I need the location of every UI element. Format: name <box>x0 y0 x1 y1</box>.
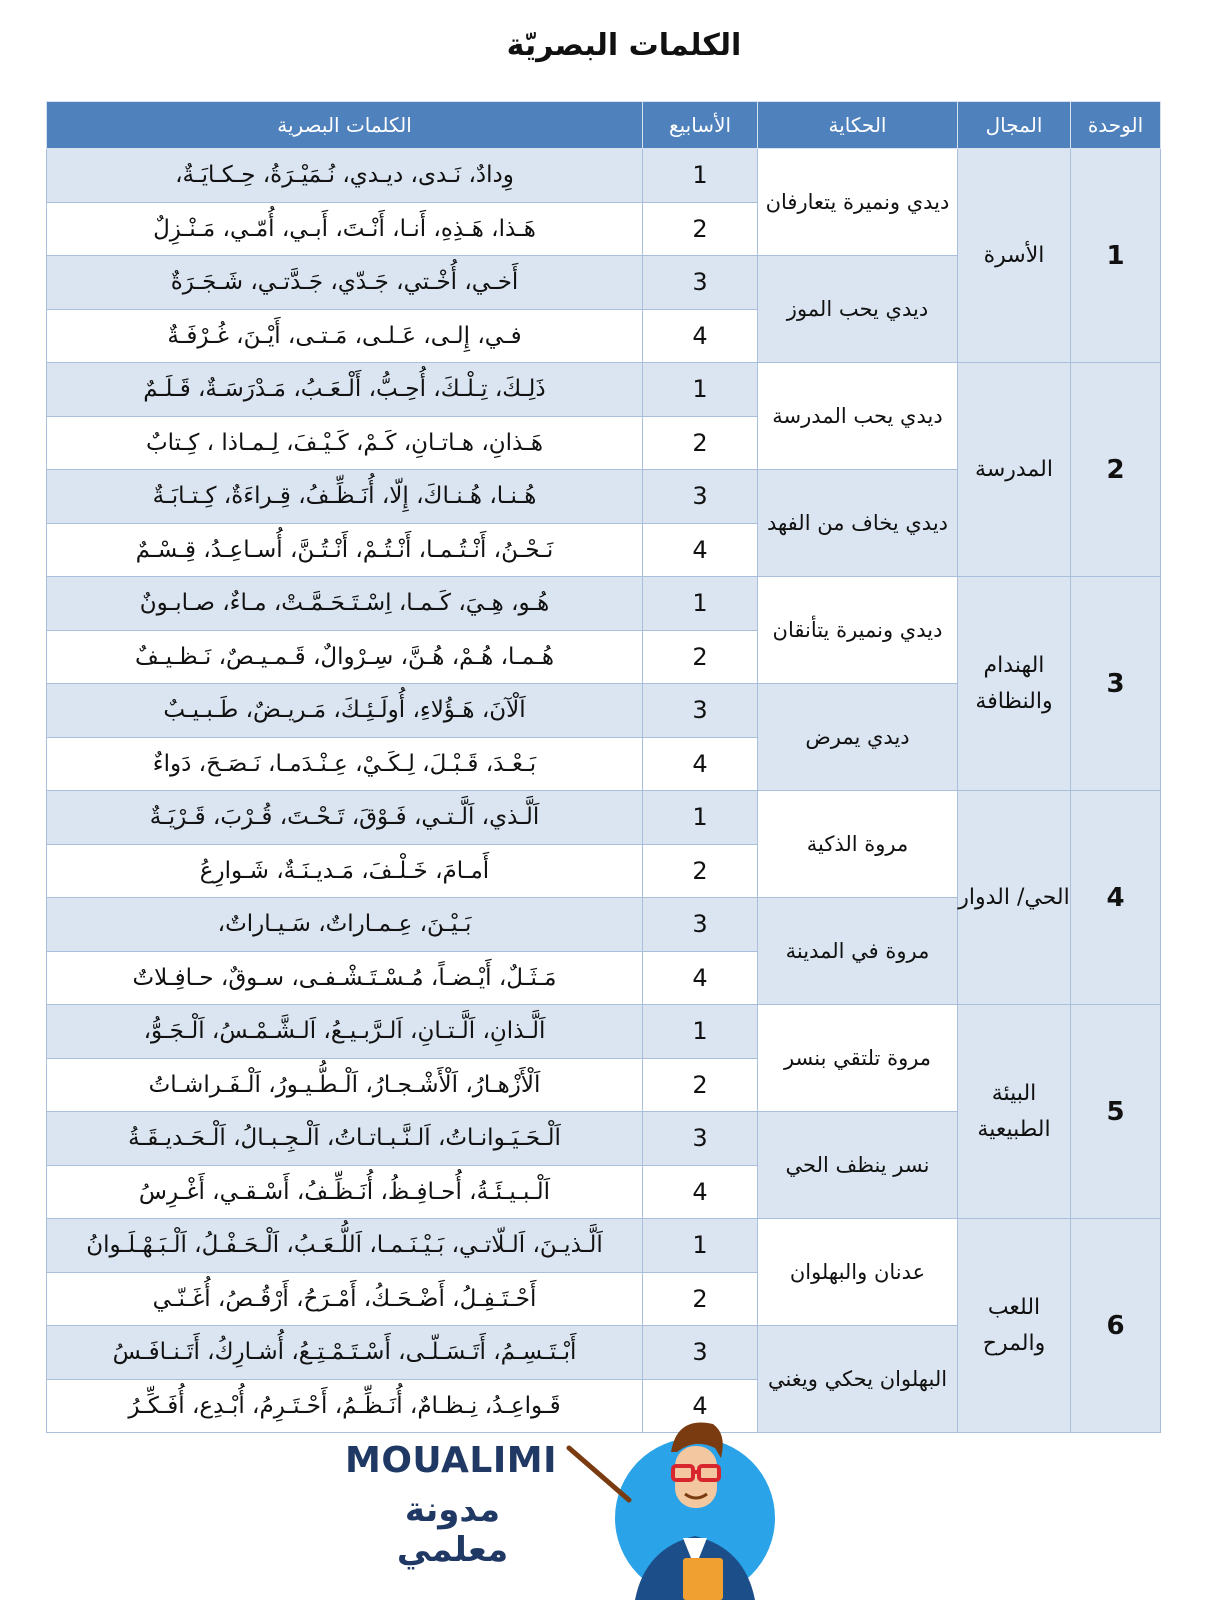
sight-words: اَلَّـذانِ، اَلَّـتـانِ، اَلـرَّبـيـعُ، اَلـشَّـمْـسُ، اَلْـجَـوُّ، <box>47 1005 643 1059</box>
sight-words: هَـذانِ، هـاتـانِ، كَـمْ، كَـيْـفَ، لِـمـاذا ، كِـتابٌ <box>47 416 643 470</box>
week-number: 4 <box>643 1165 758 1219</box>
unit-domain: البيئة الطبيعية <box>958 1005 1071 1219</box>
week-number: 1 <box>643 577 758 631</box>
unit-number: 2 <box>1071 363 1161 577</box>
week-number: 4 <box>643 737 758 791</box>
sight-words: هُـمـا، هُـمْ، هُـنَّ، سِـرْوالٌ، قَـمـيـصٌ، نَـظـيـفٌ <box>47 630 643 684</box>
table-row <box>47 149 1161 203</box>
story-title: ديدي يحب الموز <box>758 256 958 363</box>
brand-name-latin: MOUALIMI <box>345 1440 557 1481</box>
story-title: مروة الذكية <box>758 791 958 898</box>
sight-words: بَـيْـنَ، عِـمـاراتٌ، سَـيـاراتٌ، <box>47 898 643 952</box>
sight-words: اَلَّـذي، اَلَّـتـي، فَـوْقَ، تَـحْـتَ، قُـرْبَ، قَـرْيَـةٌ <box>47 791 643 845</box>
table-row <box>47 791 1161 845</box>
unit-domain: اللعب والمرح <box>958 1219 1071 1433</box>
sight-words: أَخـي، أُخْـتي، جَـدّي، جَـدَّتـي، شَـجَـرَةٌ <box>47 256 643 310</box>
unit-domain: الهندام والنظافة <box>958 577 1071 791</box>
week-number: 3 <box>643 898 758 952</box>
sight-words: هَـذا، هَـذِهِ، أَنـا، أَنْـتَ، أَبـي، أُمّـي، مَـنْـزِلٌ <box>47 202 643 256</box>
story-title: ديدي يخاف من الفهد <box>758 470 958 577</box>
sight-words: أَحْـتَـفِـلُ، أَضْـحَـكُ، أَمْـرَحُ، أَرْقُـصُ، أُغَـنّـي <box>47 1272 643 1326</box>
week-number: 4 <box>643 523 758 577</box>
table-row <box>47 1219 1161 1273</box>
story-title: نسر ينظف الحي <box>758 1112 958 1219</box>
sight-words: هُـنـا، هُـنـاكَ، إِلّا، أُنَـظِّـفُ، قِـراءَةٌ، كِـتـابَـةٌ <box>47 470 643 524</box>
week-number: 1 <box>643 1219 758 1273</box>
story-title: ديدي يمرض <box>758 684 958 791</box>
week-number: 3 <box>643 256 758 310</box>
unit-number: 5 <box>1071 1005 1161 1219</box>
week-number: 1 <box>643 363 758 417</box>
teacher-mascot-icon <box>565 1408 795 1600</box>
brand-name-arabic: مدونة معلمي <box>396 1490 509 1570</box>
unit-number: 4 <box>1071 791 1161 1005</box>
week-number: 3 <box>643 1326 758 1380</box>
week-number: 2 <box>643 1272 758 1326</box>
sight-words: اَلْـبـيـئَـةُ، أُحـافِـظُ، أُنَـظِّـفُ، أَسْـقـي، أَغْـرِسُ <box>47 1165 643 1219</box>
unit-domain: الحي/ الدوار <box>958 791 1071 1005</box>
week-number: 2 <box>643 630 758 684</box>
story-title: البهلوان يحكي ويغني <box>758 1326 958 1433</box>
header-weeks: الأسابيع <box>643 102 758 149</box>
week-number: 4 <box>643 951 758 1005</box>
table-row <box>47 363 1161 417</box>
week-number: 3 <box>643 684 758 738</box>
header-domain: المجال <box>958 102 1071 149</box>
story-title: عدنان والبهلوان <box>758 1219 958 1326</box>
story-title: ديدي ونميرة يتأنقان <box>758 577 958 684</box>
page-title: الكلمات البصريّة <box>506 28 742 63</box>
table-row <box>47 577 1161 631</box>
sight-words: أَمـامَ، خَـلْـفَ، مَـديـنَـةٌ، شَـوارِعُ <box>47 844 643 898</box>
sight-words: اَلْـحَـيَـوانـاتُ، اَلـنَّـبـاتـاتُ، اَلْـجِـبـالُ، اَلْـحَـديـقَـةُ <box>47 1112 643 1166</box>
story-title: مروة في المدينة <box>758 898 958 1005</box>
sight-words: مَـثَـلٌ، أَيْـضـاً، مُـسْـتَـشْـفـى، سـوقٌ، حـافِـلاتٌ <box>47 951 643 1005</box>
sight-words: اَلْأَزْهـارُ، اَلْأَشْـجـارُ، اَلْـطُّـيـورُ، اَلْـفَـراشـاتُ <box>47 1058 643 1112</box>
week-number: 4 <box>643 309 758 363</box>
week-number: 1 <box>643 791 758 845</box>
header-unit: الوحدة <box>1071 102 1161 149</box>
unit-number: 1 <box>1071 149 1161 363</box>
week-number: 3 <box>643 1112 758 1166</box>
unit-number: 6 <box>1071 1219 1161 1433</box>
table-row <box>47 1005 1161 1059</box>
sight-words: هُـو، هِـيَ، كَـمـا، اِسْـتَـحَـمَّـتْ، مـاءٌ، صـابـونٌ <box>47 577 643 631</box>
sight-words: فـي، إِلـى، عَـلـى، مَـتـى، أَيْـنَ، غُـرْفَـةٌ <box>47 309 643 363</box>
table-header-row <box>47 102 1161 149</box>
week-number: 2 <box>643 1058 758 1112</box>
sight-words: أَبْـتَـسِـمُ، أَتَـسَـلّـى، أَسْـتَـمْـتِـعُ، أُشـارِكُ، أَتَـنـافَـسُ <box>47 1326 643 1380</box>
story-title: مروة تلتقي بنسر <box>758 1005 958 1112</box>
sight-words: اَلَّـذيـنَ، اَلـلّاتـي، بَـيْـنَـمـا، اَللُّـعَـبُ، اَلْـحَـفْـلُ، اَلْـبَـهْـلَـوانُ <box>47 1219 643 1273</box>
unit-domain: المدرسة <box>958 363 1071 577</box>
unit-domain: الأسرة <box>958 149 1071 363</box>
sight-words: اَلْآنَ، هَـؤُلاءِ، أُولَـئِـكَ، مَـريـضٌ، طَـبـيـبٌ <box>47 684 643 738</box>
week-number: 2 <box>643 416 758 470</box>
sight-words: قَـواعِـدُ، نِـظـامٌ، أُنَـظِّـمُ، أَحْـتَـرِمُ، أُبْـدِع، أُفَـكِّـرُ <box>47 1379 643 1433</box>
story-title: ديدي ونميرة يتعارفان <box>758 149 958 256</box>
week-number: 3 <box>643 470 758 524</box>
story-title: ديدي يحب المدرسة <box>758 363 958 470</box>
sight-words: نَـحْـنُ، أَنْـتُـمـا، أَنْـتُـمْ، أَنْـتُـنَّ، أُسـاعِـدُ، قِـسْـمٌ <box>47 523 643 577</box>
header-story: الحكاية <box>758 102 958 149</box>
visual-words-table <box>46 101 1161 1433</box>
week-number: 1 <box>643 1005 758 1059</box>
week-number: 2 <box>643 202 758 256</box>
sight-words: وِدادٌ، نَـدى، ديـدي، نُـمَيْـرَةُ، حِـكـايَـةٌ، <box>47 149 643 203</box>
header-words: الكلمات البصرية <box>47 102 643 149</box>
week-number: 2 <box>643 844 758 898</box>
week-number: 1 <box>643 149 758 203</box>
week-number: 4 <box>643 1379 758 1433</box>
unit-number: 3 <box>1071 577 1161 791</box>
sight-words: بَـعْـدَ، قَـبْـلَ، لِـكَـيْ، عِـنْـدَمـا، نَـصَـحَ، دَواءٌ <box>47 737 643 791</box>
sight-words: ذَلِـكَ، تِـلْـكَ، أُحِـبُّ، أَلْـعَـبُ، مَـدْرَسَـةٌ، قَـلَـمٌ <box>47 363 643 417</box>
